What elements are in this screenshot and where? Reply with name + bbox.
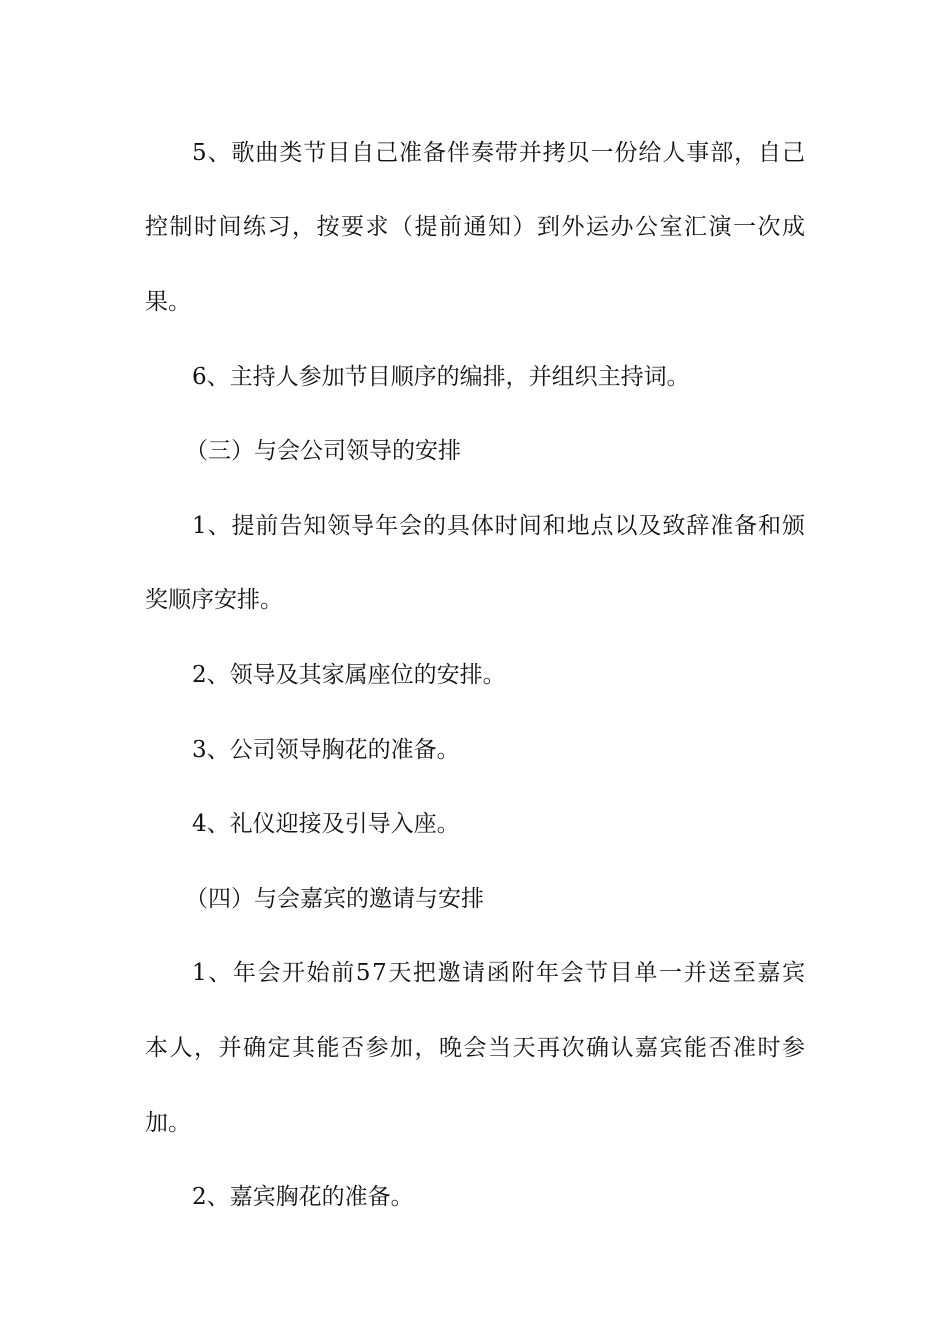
leader-item-1-line-1: 1、提前告知领导年会的具体时间和地点以及致辞准备和颁: [192, 513, 806, 539]
paragraph-5-line-1: 5、歌曲类节目自己准备伴奏带并拷贝一份给人事部，自己: [192, 140, 806, 166]
guest-item-1-line-3: 加。: [145, 1110, 191, 1136]
section-heading-4: （四）与会嘉宾的邀请与安排: [185, 886, 484, 912]
section-heading-3: （三）与会公司领导的安排: [185, 438, 461, 464]
leader-item-1-line-2: 奖顺序安排。: [145, 587, 283, 613]
leader-item-3: 3、公司领导胸花的准备。: [192, 737, 460, 763]
guest-item-1-line-1: 1、年会开始前57天把邀请函附年会节目单一并送至嘉宾: [192, 960, 807, 986]
paragraph-5-line-2: 控制时间练习，按要求（提前通知）到外运办公室汇演一次成: [145, 214, 807, 240]
guest-item-1-line-2: 本人，并确定其能否参加，晚会当天再次确认嘉宾能否准时参: [145, 1035, 807, 1061]
leader-item-4: 4、礼仪迎接及引导入座。: [192, 811, 460, 837]
leader-item-2: 2、领导及其家属座位的安排。: [192, 662, 506, 688]
paragraph-6-line-1: 6、主持人参加节目顺序的编排，并组织主持词。: [192, 364, 690, 390]
paragraph-5-line-3: 果。: [145, 289, 191, 315]
guest-item-2: 2、嘉宾胸花的准备。: [192, 1184, 414, 1210]
